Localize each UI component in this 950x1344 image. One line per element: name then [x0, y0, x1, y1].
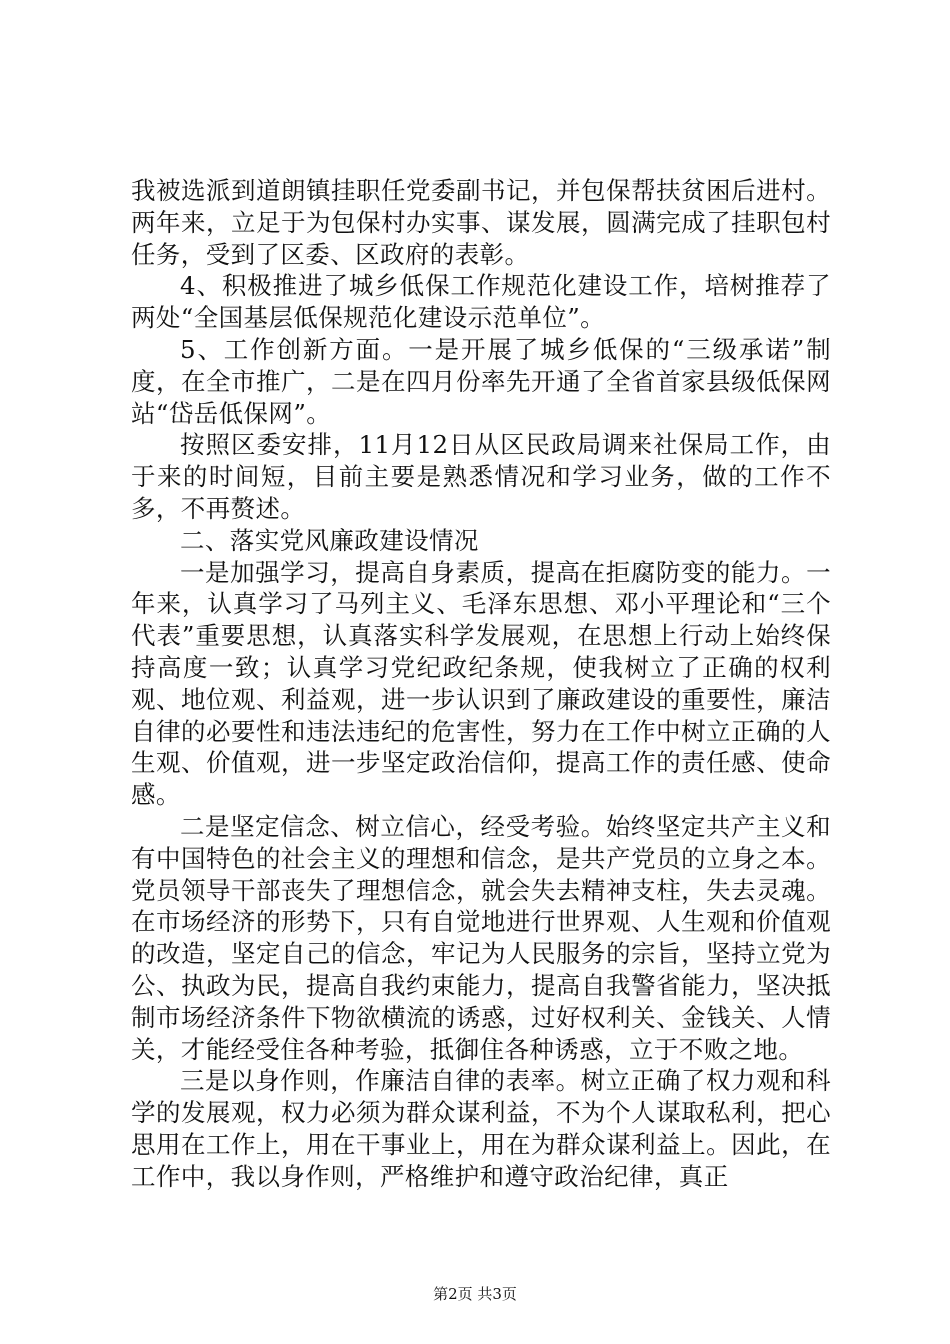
paragraph-continuation: 我被选派到道朗镇挂职任党委副书记，并包保帮扶贫困后进村。两年来，立足于为包保村办实事、谋发展，圆满完成了挂职包村任务，受到了区委、区政府的表彰。: [131, 176, 831, 269]
page-footer: 第2页 共3页: [433, 1285, 517, 1303]
paragraph-point-2: 二是坚定信念、树立信心，经受考验。始终坚定共产主义和有中国特色的社会主义的理想和信念，是共产党员的立身之本。党员领导干部丧失了理想信念，就会失去精神支柱，失去灵魂。在市场经济的形势下，只有自觉地进行世界观、人生观和价值观的改造，坚定自己的信念，牢记为人民服务的宗旨，坚持立党为公、执政为民，提高自我约束能力，提高自我警省能力，坚决抵制市场经济条件下物欲横流的诱惑，过好权利关、金钱关、人情关，才能经受住各种考验，抵御住各种诱惑，立于不败之地。: [131, 811, 831, 1064]
paragraph-item-5: 5、工作创新方面。一是开展了城乡低保的“三级承诺”制度，在全市推广，二是在四月份率先开通了全省首家县级低保网站“岱岳低保网”。: [131, 334, 831, 428]
paragraph-point-1: 一是加强学习，提高自身素质，提高在拒腐防变的能力。一年来，认真学习了马列主义、毛泽东思想、邓小平理论和“三个代表”重要思想，认真落实科学发展观，在思想上行动上始终保持高度一致；认真学习党纪政纪条规，使我树立了正确的权利观、地位观、利益观，进一步认识到了廉政建设的重要性，廉洁自律的必要性和违法违纪的危害性，努力在工作中树立正确的人生观、价值观，进一步坚定政治信仰，提高工作的责任感、使命感。: [131, 557, 831, 810]
document-body: [131, 175, 831, 1193]
section-heading: 二、落实党风廉政建设情况: [180, 525, 479, 555]
paragraph-transfer: 按照区委安排，11月12日从区民政局调来社保局工作，由于来的时间短，目前主要是熟悉情况和学习业务，做的工作不多，不再赘述。: [131, 430, 831, 523]
paragraph-point-3: 三是以身作则，作廉洁自律的表率。树立正确了权力观和科学的发展观，权力必须为群众谋利益，不为个人谋取私利，把心思用在工作上，用在干事业上，用在为群众谋利益上。因此，在工作中，我以身作则，严格维护和遵守政治纪律，真正: [131, 1066, 831, 1191]
paragraph-item-4: 4、积极推进了城乡低保工作规范化建设工作，培树推荐了两处“全国基层低保规范化建设示范单位”。: [131, 271, 831, 333]
